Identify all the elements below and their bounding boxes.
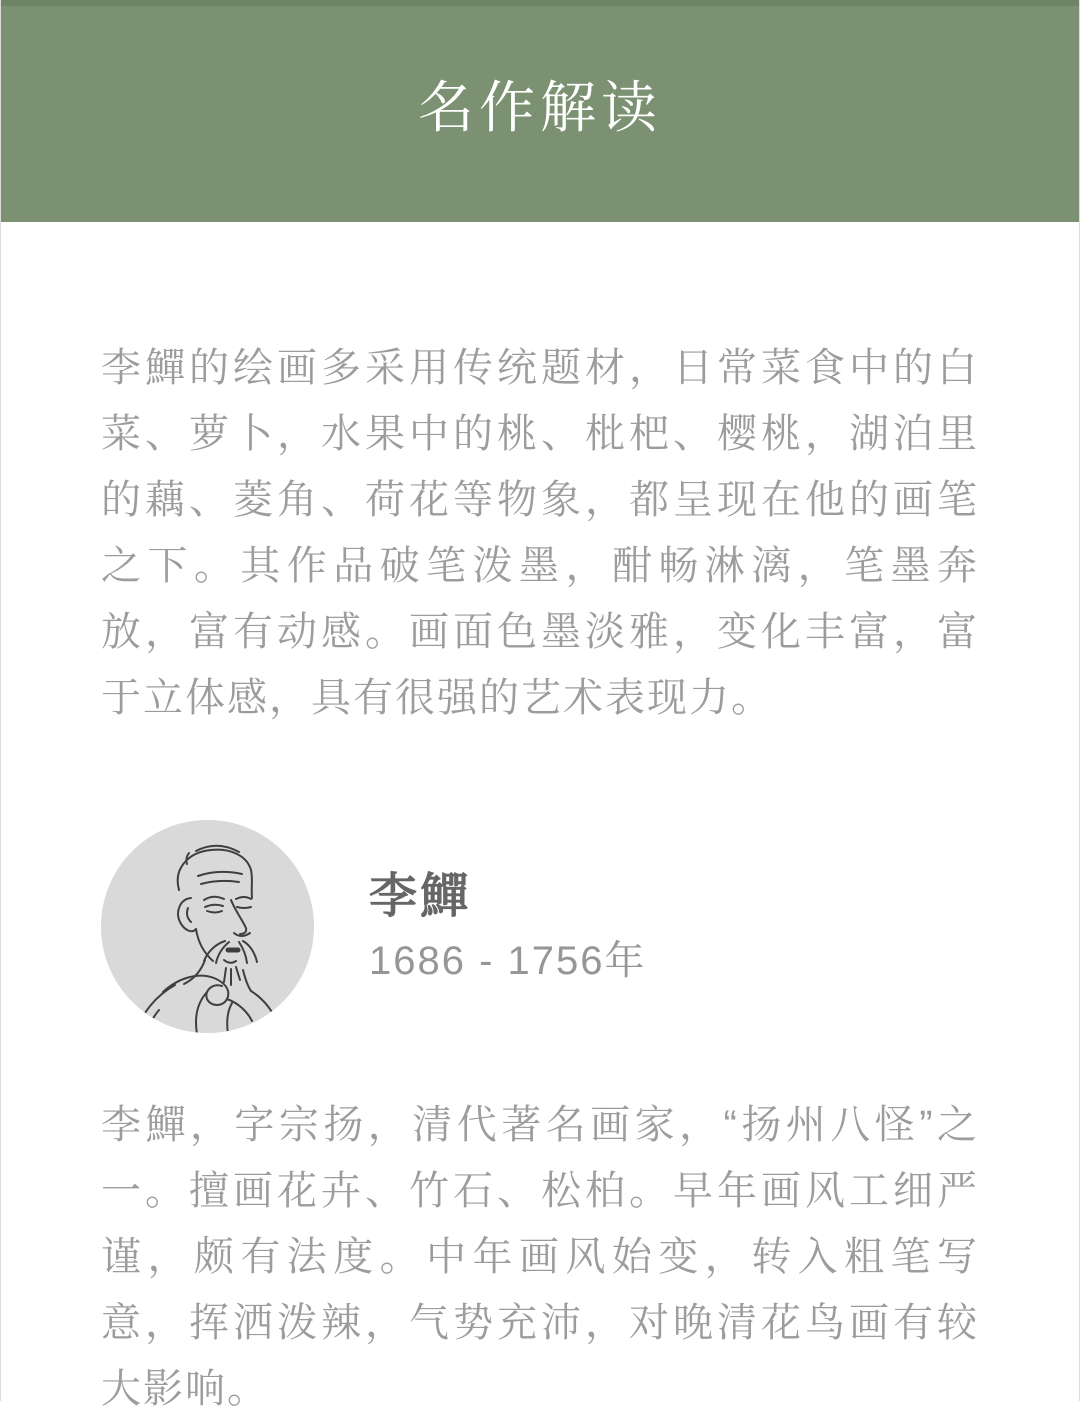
artist-portrait-avatar (101, 820, 314, 1033)
portrait-line-drawing-icon (101, 820, 314, 1033)
artist-years: 1686 - 1756年 (369, 939, 647, 984)
artist-name: 李鱓 (369, 869, 472, 923)
page-title: 名作解读 (418, 76, 662, 139)
main-content (1, 335, 1079, 1422)
page-header (1, 0, 1079, 222)
bio-paragraph: 李鱓，字宗扬，清代著名画家，“扬州八怪”之一。擅画花卉、竹石、松柏。早年画风工细严谨，颇有法度。中年画风始变，转入粗笔写意，挥洒泼辣，气势充沛，对晚清花鸟画有较大影响。 (101, 1103, 979, 1411)
intro-paragraph: 李鱓的绘画多采用传统题材，日常菜食中的白菜、萝卜，水果中的桃、枇杷、樱桃，湖泊里的藕、菱角、荷花等物象，都呈现在他的画笔之下。其作品破笔泼墨，酣畅淋漓，笔墨奔放，富有动感。画面色墨淡雅，变化丰富，富于立体感，具有很强的艺术表现力。 (101, 346, 979, 720)
artist-card (101, 820, 979, 1033)
artist-meta (369, 868, 647, 986)
